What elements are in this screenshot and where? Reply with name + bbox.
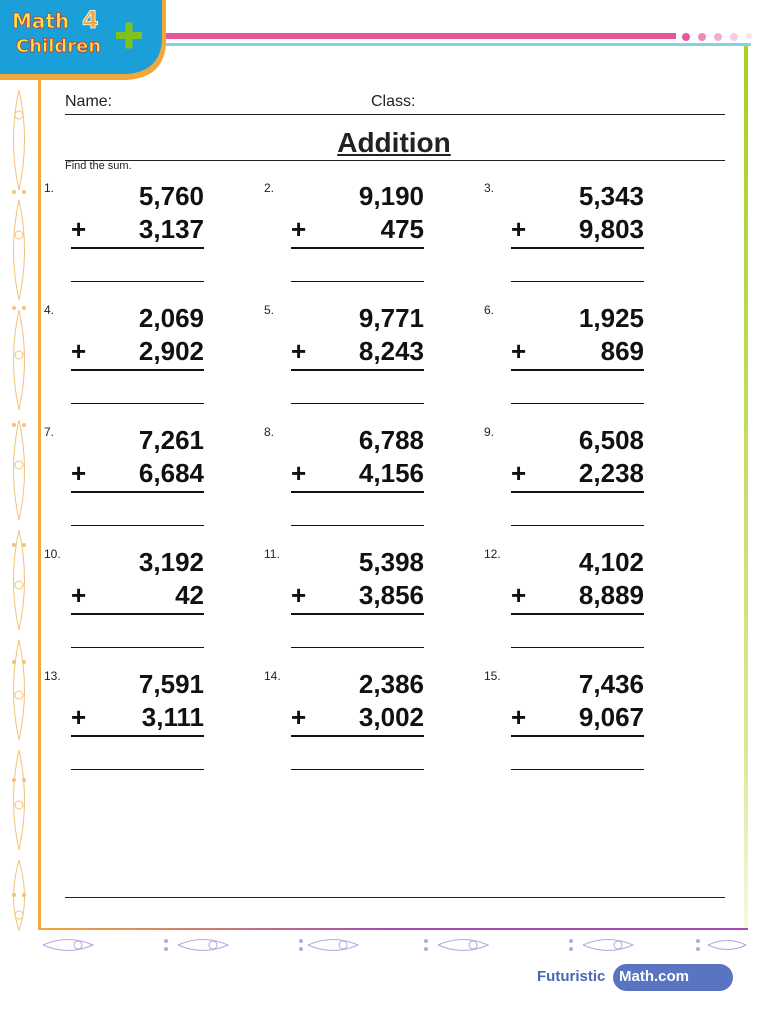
bottom-addend: 3,111 (141, 702, 204, 732)
brand-left-text: Futuristic (537, 968, 606, 985)
top-addend: 3,192 (138, 547, 204, 577)
answer-line (511, 647, 644, 648)
sum-line (71, 369, 204, 371)
plus-sign: + (511, 702, 527, 732)
bottom-addend: 3,002 (358, 702, 424, 732)
top-addend: 4,102 (578, 547, 644, 577)
answer-line (291, 403, 424, 404)
plus-sign: + (291, 458, 307, 488)
logo-digit-text: 4 (82, 6, 99, 34)
dot (730, 33, 738, 41)
logo-math-text: Math (12, 9, 70, 33)
sum-line (71, 247, 204, 249)
answer-line (511, 769, 644, 770)
bottom-addend: 4,156 (358, 458, 424, 488)
sum-line (511, 247, 644, 249)
answer-line (71, 647, 204, 648)
sum-line (291, 247, 424, 249)
frame-right-border (744, 46, 748, 930)
sum-line (511, 735, 644, 737)
bottom-addend: 6,684 (138, 458, 204, 488)
problem-number: 13. (44, 669, 61, 683)
plus-sign: + (291, 580, 307, 610)
dot (682, 33, 690, 41)
sum-line (71, 613, 204, 615)
answer-line (71, 281, 204, 282)
problem-number: 6. (484, 303, 495, 317)
plus-sign: + (71, 336, 87, 366)
bottom-addend: 3,137 (138, 214, 204, 244)
plus-sign: + (71, 702, 87, 732)
problem (484, 303, 644, 413)
sum-line (511, 613, 644, 615)
problem-number: 14. (264, 669, 281, 683)
problem-number: 4. (44, 303, 55, 317)
top-addend: 2,069 (138, 303, 204, 333)
top-pink-bar (166, 33, 676, 39)
problem (484, 181, 644, 291)
problem (484, 547, 644, 657)
answer-line (71, 525, 204, 526)
top-addend: 2,386 (358, 669, 424, 699)
top-addend: 1,925 (578, 303, 644, 333)
class-label: Class: (371, 93, 416, 110)
bottom-ornament (38, 932, 748, 958)
futuristicmath-brand (537, 964, 733, 992)
problem (44, 303, 204, 413)
answer-line (291, 647, 424, 648)
bottom-addend: 2,902 (138, 336, 204, 366)
worksheet-title: Addition (337, 127, 451, 158)
plus-sign: + (291, 702, 307, 732)
problem-number: 7. (44, 425, 55, 439)
name-class-underline (65, 114, 725, 115)
bottom-addend: 9,067 (578, 702, 644, 732)
plus-sign: + (291, 214, 307, 244)
bottom-addend: 9,803 (578, 214, 644, 244)
top-cyan-bar (166, 43, 751, 46)
plus-sign: + (511, 214, 527, 244)
answer-line (511, 403, 644, 404)
bottom-addend: 3,856 (358, 580, 424, 610)
problem-number: 5. (264, 303, 275, 317)
bottom-addend: 8,889 (578, 580, 644, 610)
answer-line (291, 525, 424, 526)
problem (264, 669, 424, 779)
bottom-rule (65, 897, 725, 898)
sum-line (291, 613, 424, 615)
bottom-addend: 42 (175, 580, 204, 610)
instruction-text: Find the sum. (65, 160, 132, 172)
problem-number: 15. (484, 669, 501, 683)
answer-line (291, 769, 424, 770)
problem (44, 425, 204, 535)
top-addend: 5,398 (358, 547, 424, 577)
problem-number: 12. (484, 547, 501, 561)
problem-number: 2. (264, 181, 275, 195)
answer-line (511, 281, 644, 282)
problem-number: 9. (484, 425, 495, 439)
sum-line (291, 369, 424, 371)
problem (264, 547, 424, 657)
problem (44, 669, 204, 779)
problem-number: 1. (44, 181, 55, 195)
top-addend: 5,760 (138, 181, 204, 211)
problem (264, 181, 424, 291)
bottom-addend: 869 (600, 336, 644, 366)
problem (484, 669, 644, 779)
answer-line (71, 403, 204, 404)
sum-line (291, 491, 424, 493)
problem (44, 547, 204, 657)
top-addend: 6,788 (358, 425, 424, 455)
logo-children-text: Children (16, 36, 102, 57)
plus-sign: + (71, 580, 87, 610)
problem-number: 10. (44, 547, 61, 561)
answer-line (71, 769, 204, 770)
bottom-addend: 2,238 (578, 458, 644, 488)
sum-line (511, 491, 644, 493)
sum-line (71, 735, 204, 737)
frame-left-border (38, 78, 41, 930)
top-addend: 7,261 (138, 425, 204, 455)
plus-sign: + (511, 458, 527, 488)
title-underline (65, 160, 725, 161)
top-addend: 7,436 (578, 669, 644, 699)
left-ornament (0, 80, 38, 940)
problem-number: 11. (264, 547, 280, 561)
plus-sign: + (511, 336, 527, 366)
bottom-addend: 8,243 (358, 336, 424, 366)
plus-sign: + (511, 580, 527, 610)
plus-sign: + (71, 214, 87, 244)
sum-line (71, 491, 204, 493)
name-label: Name: (65, 93, 113, 110)
problem (484, 425, 644, 535)
top-addend: 7,591 (138, 669, 204, 699)
dot (698, 33, 706, 41)
sum-line (511, 369, 644, 371)
bottom-addend: 475 (380, 214, 424, 244)
brand-right-text: Math.com (619, 968, 690, 985)
problem-number: 3. (484, 181, 495, 195)
problem-number: 8. (264, 425, 275, 439)
problem (264, 425, 424, 535)
answer-line (511, 525, 644, 526)
top-addend: 9,190 (358, 181, 424, 211)
problem (44, 181, 204, 291)
dot (714, 33, 722, 41)
top-addend: 5,343 (578, 181, 644, 211)
problem (264, 303, 424, 413)
top-addend: 6,508 (578, 425, 644, 455)
sum-line (291, 735, 424, 737)
plus-sign: + (291, 336, 307, 366)
answer-line (291, 281, 424, 282)
top-addend: 9,771 (358, 303, 424, 333)
dot (746, 33, 752, 39)
frame-bottom-border (38, 928, 748, 930)
math4children-logo (0, 0, 166, 80)
plus-sign: + (71, 458, 87, 488)
